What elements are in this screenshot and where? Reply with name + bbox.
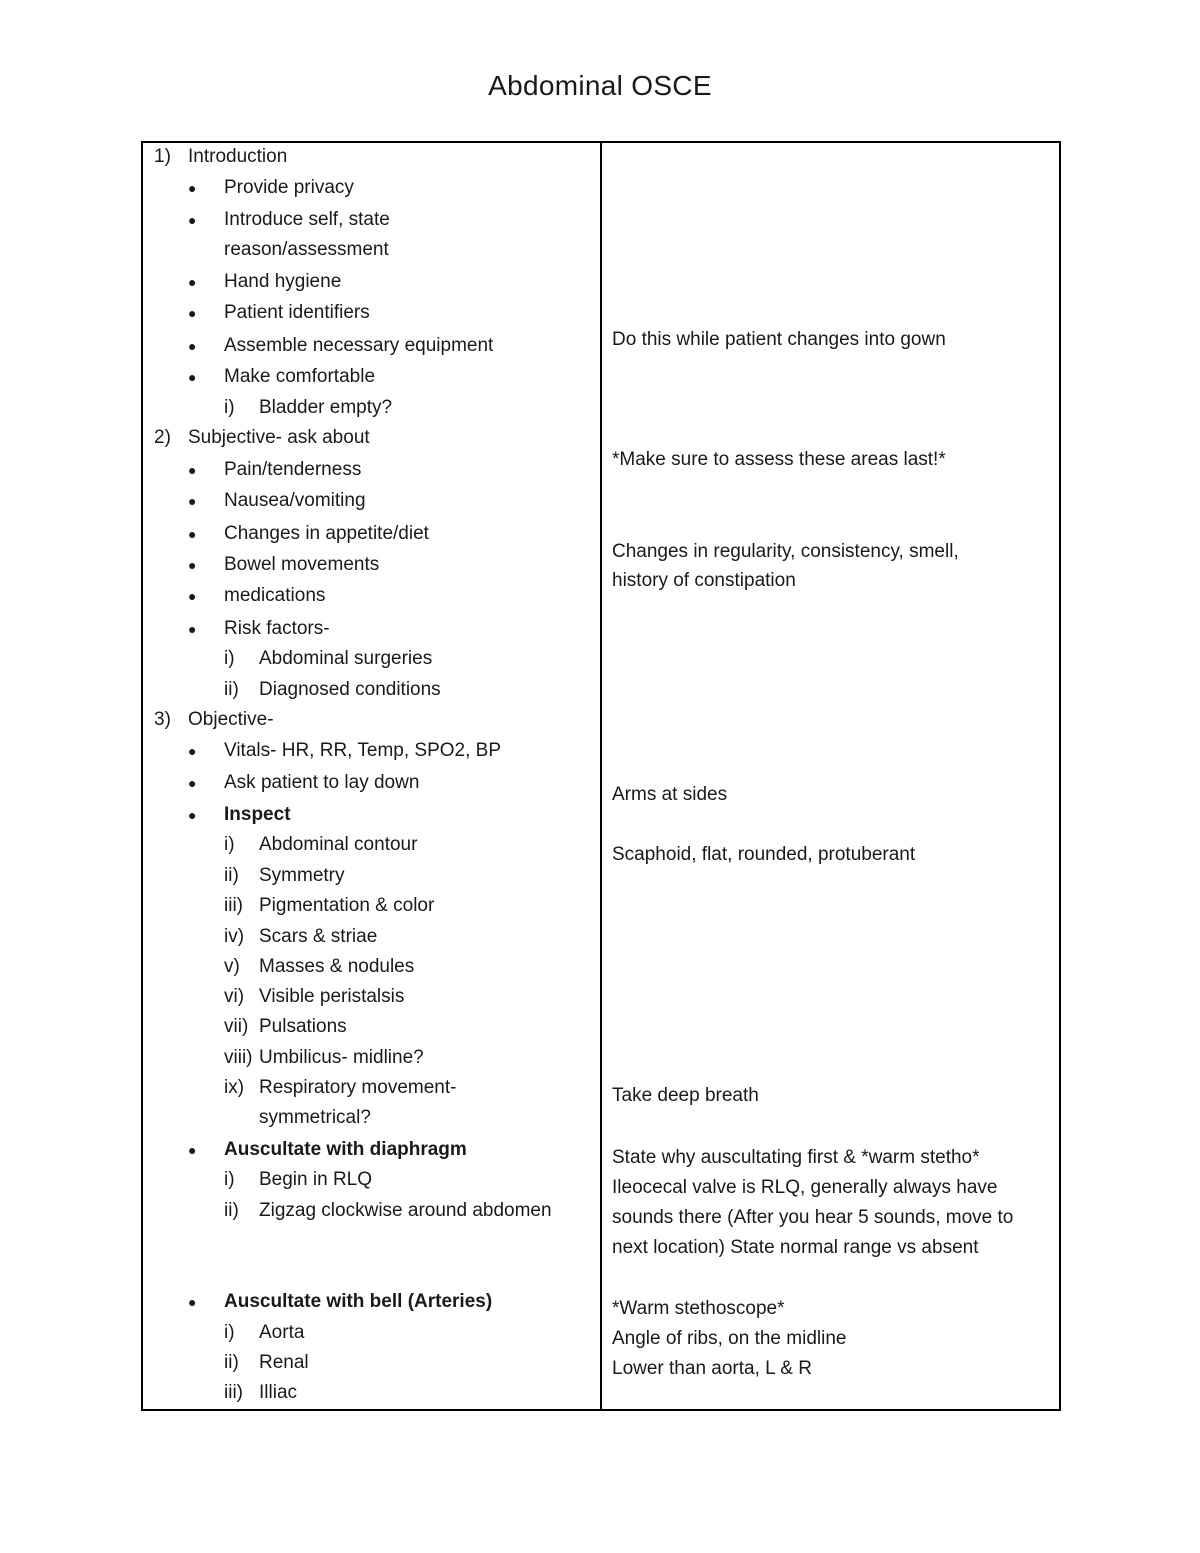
- bullet-icon: ●: [188, 212, 197, 228]
- bullet-icon: ●: [188, 743, 197, 759]
- list-item: Pain/tenderness: [224, 459, 362, 480]
- note-diaphragm: State why auscultating first & *warm stetho*: [612, 1147, 980, 1168]
- bullet-icon: ●: [188, 1142, 197, 1158]
- bullet-icon: ●: [188, 526, 197, 542]
- osce-table: [141, 141, 1061, 1411]
- sub-item: Renal: [259, 1352, 309, 1373]
- sub-item: Masses & nodules: [259, 956, 415, 977]
- list-item: medications: [224, 585, 326, 606]
- sub-item: Visible peristalsis: [259, 986, 405, 1007]
- list-item: Bowel movements: [224, 554, 380, 575]
- sub-item-number: iii): [224, 1382, 243, 1403]
- list-item-inspect: Inspect: [224, 804, 291, 825]
- note-bell: Angle of ribs, on the midline: [612, 1328, 847, 1349]
- sub-item-number: i): [224, 648, 235, 669]
- section-heading-subjective: Subjective- ask about: [188, 427, 370, 448]
- note-contour: Scaphoid, flat, rounded, protuberant: [612, 844, 916, 865]
- bullet-icon: ●: [188, 369, 197, 385]
- note-bowel-continuation: history of constipation: [612, 570, 796, 591]
- list-item-auscultate-bell: Auscultate with bell (Arteries): [224, 1291, 493, 1312]
- sub-item-number: i): [224, 397, 235, 418]
- bullet-icon: ●: [188, 180, 197, 196]
- section-heading-introduction: Introduction: [188, 146, 288, 167]
- column-divider: [600, 143, 602, 1409]
- note-breath: Take deep breath: [612, 1085, 759, 1106]
- sub-item-continuation: symmetrical?: [259, 1107, 371, 1128]
- sub-item-number: vii): [224, 1016, 249, 1037]
- sub-item-number: ii): [224, 1352, 239, 1373]
- list-item: Provide privacy: [224, 177, 354, 198]
- list-item: Ask patient to lay down: [224, 772, 420, 793]
- bullet-icon: ●: [188, 588, 197, 604]
- note-diaphragm: Ileocecal valve is RLQ, generally always have: [612, 1177, 998, 1198]
- bullet-icon: ●: [188, 621, 197, 637]
- bullet-icon: ●: [188, 274, 197, 290]
- sub-item: Symmetry: [259, 865, 345, 886]
- sub-item: Zigzag clockwise around abdomen: [259, 1200, 552, 1221]
- sub-item: Scars & striae: [259, 926, 378, 947]
- section-number: 2): [154, 427, 171, 448]
- sub-item-number: v): [224, 956, 240, 977]
- note-bell: Lower than aorta, L & R: [612, 1358, 812, 1379]
- list-item: Changes in appetite/diet: [224, 523, 429, 544]
- bullet-icon: ●: [188, 807, 197, 823]
- note-diaphragm: sounds there (After you hear 5 sounds, move to: [612, 1207, 1014, 1228]
- list-item: Make comfortable: [224, 366, 376, 387]
- sub-item: Pigmentation & color: [259, 895, 435, 916]
- list-item-auscultate-diaphragm: Auscultate with diaphragm: [224, 1139, 467, 1160]
- sub-item-number: iii): [224, 895, 243, 916]
- note-bowel: Changes in regularity, consistency, smell,: [612, 541, 959, 562]
- sub-item-number: i): [224, 1169, 235, 1190]
- section-heading-objective: Objective-: [188, 709, 274, 730]
- sub-item-number: viii): [224, 1047, 253, 1068]
- sub-item: Umbilicus- midline?: [259, 1047, 424, 1068]
- page-title: Abdominal OSCE: [488, 70, 712, 101]
- list-item: Nausea/vomiting: [224, 490, 366, 511]
- note-gown: Do this while patient changes into gown: [612, 329, 946, 350]
- note-diaphragm: next location) State normal range vs absent: [612, 1237, 979, 1258]
- sub-item: Abdominal contour: [259, 834, 418, 855]
- note-arms: Arms at sides: [612, 784, 728, 805]
- list-item-continuation: reason/assessment: [224, 239, 389, 260]
- bullet-icon: ●: [188, 1294, 197, 1310]
- sub-item-number: ix): [224, 1077, 245, 1098]
- sub-item: Respiratory movement-: [259, 1077, 457, 1098]
- section-number: 3): [154, 709, 171, 730]
- list-item: Hand hygiene: [224, 271, 342, 292]
- note-assess-last: *Make sure to assess these areas last!*: [612, 449, 946, 470]
- section-number: 1): [154, 146, 171, 167]
- sub-item: Pulsations: [259, 1016, 347, 1037]
- list-item: Patient identifiers: [224, 302, 370, 323]
- sub-item-number: ii): [224, 1200, 239, 1221]
- list-item: Assemble necessary equipment: [224, 335, 494, 356]
- sub-item-number: ii): [224, 865, 239, 886]
- bullet-icon: ●: [188, 305, 197, 321]
- sub-item: Bladder empty?: [259, 397, 393, 418]
- sub-item: Diagnosed conditions: [259, 679, 441, 700]
- bullet-icon: ●: [188, 493, 197, 509]
- sub-item: Abdominal surgeries: [259, 648, 433, 669]
- list-item: Risk factors-: [224, 618, 330, 639]
- list-item: Introduce self, state: [224, 209, 390, 230]
- sub-item: Aorta: [259, 1322, 305, 1343]
- note-bell: *Warm stethoscope*: [612, 1298, 785, 1319]
- sub-item-number: vi): [224, 986, 245, 1007]
- sub-item-number: i): [224, 834, 235, 855]
- list-item: Vitals- HR, RR, Temp, SPO2, BP: [224, 740, 501, 761]
- sub-item-number: ii): [224, 679, 239, 700]
- bullet-icon: ●: [188, 775, 197, 791]
- sub-item-number: iv): [224, 926, 245, 947]
- sub-item-number: i): [224, 1322, 235, 1343]
- bullet-icon: ●: [188, 462, 197, 478]
- sub-item: Begin in RLQ: [259, 1169, 373, 1190]
- bullet-icon: ●: [188, 338, 197, 354]
- sub-item: Illiac: [259, 1382, 298, 1403]
- bullet-icon: ●: [188, 557, 197, 573]
